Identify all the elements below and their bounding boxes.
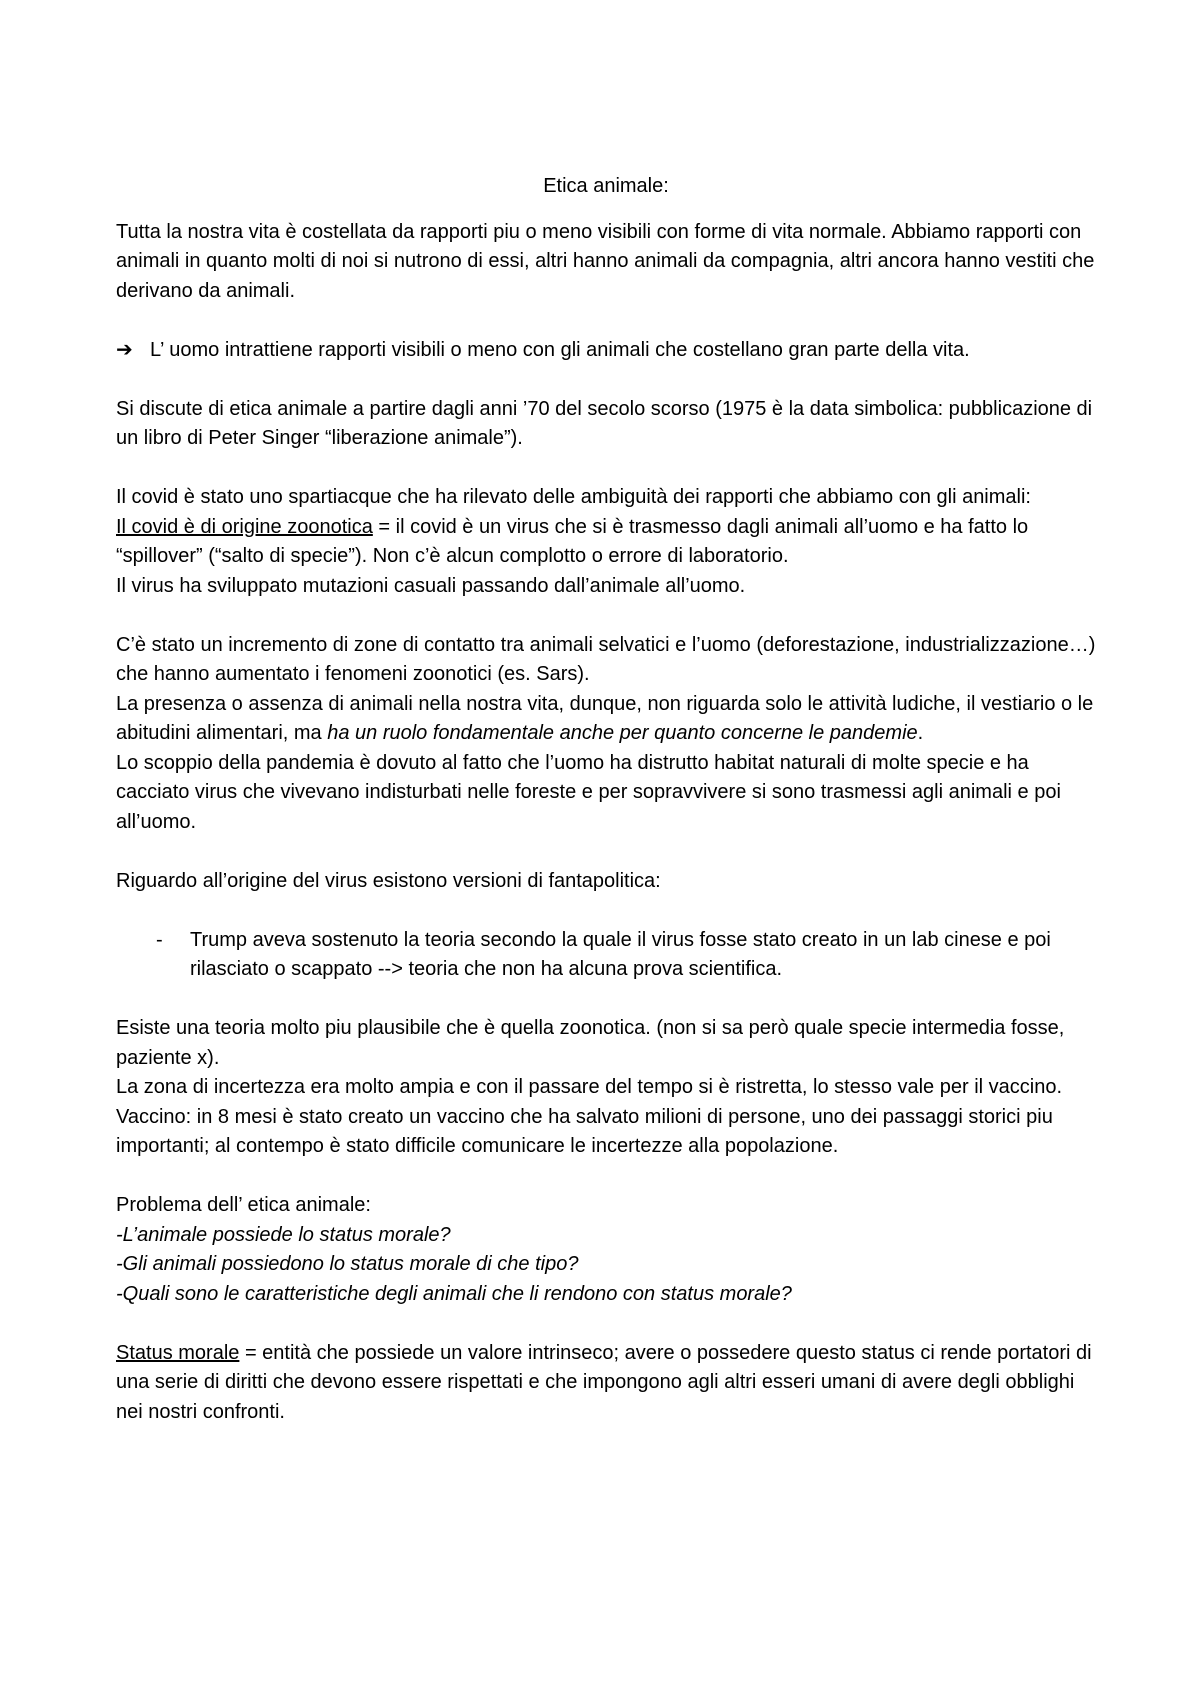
presence-end: .	[917, 722, 924, 744]
zoonotic-definition: = il covid è un virus che si è trasmesso dagli animali all’uomo e ha fatto lo “spillover” (“salto di specie”). Non c’è alcun complotto o errore di laboratorio.	[116, 515, 1029, 567]
spacer	[116, 601, 1096, 631]
spacer	[116, 1309, 1096, 1339]
paragraph-origin: Riguardo all’origine del virus esistono versioni di fantapolitica:	[116, 869, 661, 892]
document-title: Etica animale:	[543, 175, 669, 197]
paragraph-contact-zones: C’è stato un incremento di zone di contatto tra animali selvatici e l’uomo (deforestazione, industrializzazione…) che hanno aumentato i fenomeni zoonotici (es. Sars).	[116, 633, 1096, 685]
question-2: -Gli animali possiedono lo status morale di che tipo?	[116, 1253, 579, 1275]
spacer	[116, 365, 1096, 395]
spacer	[116, 454, 1096, 484]
paragraph-uncertainty: La zona di incertezza era molto ampia e con il passare del tempo si è ristretta, lo stesso vale per il vaccino.	[116, 1076, 1063, 1098]
arrow-right-icon: ➔	[116, 338, 133, 361]
arrow-point	[116, 336, 1096, 366]
question-3: -Quali sono le caratteristiche degli animali che li rendono con status morale?	[116, 1282, 792, 1305]
paragraph-pandemic-cause: Lo scoppio della pandemia è dovuto al fatto che l’uomo ha distrutto habitat naturali di molte specie e ha cacciato virus che vivevano indisturbati nelle foreste e per sopravvivere si sono trasmessi agli animali e poi all’uomo.	[116, 751, 1061, 833]
document-body	[116, 172, 1096, 1427]
paragraph-vaccine: Vaccino: in 8 mesi è stato creato un vaccino che ha salvato milioni di persone, uno dei passaggi storici piu importanti; al contempo è stato difficile comunicare le incertezze alla popolazione.	[116, 1105, 1053, 1157]
paragraph-zoonotic	[116, 513, 1096, 572]
list-item	[156, 926, 1096, 985]
presence-text: La presenza o assenza di animali nella nostra vita, dunque, non riguarda solo le attività ludiche, il vestiario o le abitudini alimentari, ma	[116, 692, 1094, 744]
paragraph-covid: Il covid è stato uno spartiacque che ha rilevato delle ambiguità dei rapporti che abbiamo con gli animali:	[116, 486, 1031, 508]
paragraph-mutations: Il virus ha sviluppato mutazioni casuali passando dall’animale all’uomo.	[116, 574, 746, 597]
question-1: -L’animale possiede lo status morale?	[116, 1223, 451, 1246]
bullet-text: Trump aveva sostenuto la teoria secondo la quale il virus fosse stato creato in un lab cinese e poi rilasciato o scappato --> teoria che non ha alcuna prova scientifica.	[190, 928, 1051, 980]
paragraph-problem: Problema dell’ etica animale:	[116, 1194, 371, 1216]
bullet-dash: -	[156, 928, 163, 951]
spacer	[116, 306, 1096, 336]
status-moral-definition: = entità che possiede un valore intrinseco; avere o possedere questo status ci rende portatori di una serie di diritti che devono essere rispettati e che impongono agli altri esseri umani di avere degli obblighi nei nostri confronti.	[116, 1341, 1092, 1423]
paragraph-status-moral	[116, 1339, 1096, 1428]
presence-emphasis: ha un ruolo fondamentale anche per quanto concerne le pandemie	[327, 722, 918, 744]
spacer	[116, 896, 1096, 926]
spacer	[116, 985, 1096, 1015]
paragraph-history: Si discute di etica animale a partire dagli anni ’70 del secolo scorso (1975 è la data simbolica: pubblicazione di un libro di Peter Singer “liberazione animale”).	[116, 397, 1093, 449]
paragraph-presence	[116, 690, 1096, 749]
status-moral-term: Status morale	[116, 1341, 240, 1364]
arrow-point-text: L’ uomo intrattiene rapporti visibili o meno con gli animali che costellano gran parte della vita.	[150, 338, 970, 361]
paragraph-intro: Tutta la nostra vita è costellata da rapporti piu o meno visibili con forme di vita normale. Abbiamo rapporti con animali in quanto molti di noi si nutrono di essi, altri hanno animali da compagnia, altri ancora hanno vestiti che derivano da animali.	[116, 220, 1095, 302]
zoonotic-term: Il covid è di origine zoonotica	[116, 515, 373, 538]
spacer	[116, 1162, 1096, 1192]
paragraph-theory: Esiste una teoria molto piu plausibile che è quella zoonotica. (non si sa però quale specie intermedia fosse, paziente x).	[116, 1017, 1065, 1069]
spacer	[116, 837, 1096, 867]
